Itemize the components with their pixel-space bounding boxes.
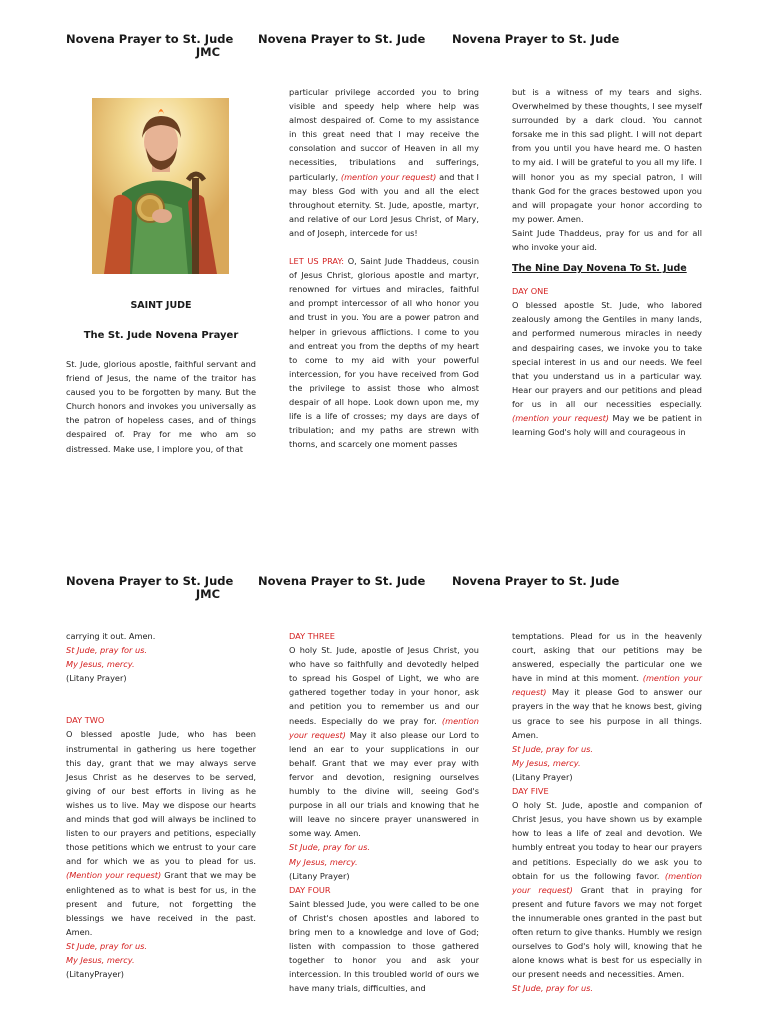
prayer-paragraph: St. Jude, glorious apostle, faithful servant and friend of Jesus, the name of the traitor has caused you to be forgotten by many. But the Church honors and invokes you universally as the patron of hopeless cases, and of things despaired of. Pray for me who am so distressed. Make use, I implore you, of that	[66, 359, 256, 454]
prayer-paragraph: carrying it out. Amen.	[66, 631, 156, 641]
page2-column-2	[289, 629, 479, 995]
mention-request-note: (mention your request)	[340, 171, 437, 182]
st-jude-pray-line: St Jude, pray for us.	[512, 983, 593, 994]
prayer-text: May it also please our Lord to lend an ear to your supplications in our behalf. Grant that we may ever pray with fervor and devotion, resigning ourselves humbly to the divine will, seeing God's purpose in all our trials and knowing that he will leave no sincere prayer unanswered in some way. Amen.	[289, 729, 480, 839]
st-jude-pray-line: St Jude, pray for us.	[66, 645, 147, 656]
header-left-title: Novena Prayer to St. Jude	[66, 574, 234, 588]
page1-column-3	[512, 85, 702, 439]
prayer-paragraph: but is a witness of my tears and sighs. Overwhelmed by these thoughts, I see myself surrounded by a dark cloud. You cannot forsake me in this sad plight. I will not depart from you until you have heard me. O hasten to my aid. I will be grateful to you all my life. I will honor you as my special patron, I will thank God for the graces bestowed upon you and will propagate your honor according to my power. Amen.	[512, 87, 702, 224]
mention-request-note: (mention your request)	[512, 673, 702, 698]
day-three-label: DAY THREE	[289, 631, 335, 641]
prayer-paragraph	[289, 85, 479, 240]
let-us-pray-label: LET US PRAY:	[289, 256, 345, 267]
prayer-paragraph	[512, 798, 702, 981]
mention-request-note: (mention your request)	[512, 412, 609, 423]
prayer-paragraph: Saint Jude Thaddeus, pray for us and for all who invoke your aid.	[512, 227, 702, 253]
prayer-text: O blessed apostle St. Jude, who labored zealously among the Gentiles in many lands, and performed numerous miracles in needy and despairing cases, we invoke you to take special interest in us and our needs. We feel that you understand us in a particular way. Hear our prayers and our petitions and plead for us in all our necessities especially.	[512, 300, 702, 409]
my-jesus-mercy-line: My Jesus, mercy.	[66, 659, 135, 670]
prayer-text: temptations. Plead for us in the heavenly court, asking that our petitions may be answered, especially the particular one we have in mind at this moment.	[512, 631, 702, 684]
prayer-paragraph	[512, 629, 702, 742]
header-left-subtitle: JMC	[195, 587, 221, 601]
prayer-text: O holy St. Jude, apostle and companion of Christ Jesus, you have shown us by example how to leas a life of zeal and devotion. We humbly entreat you today to hear our prayers and petitions. Especially do we ask you to obtain for us the following favor.	[512, 800, 702, 881]
prayer-paragraph: Saint blessed Jude, you were called to be one of Christ's chosen apostles and labored to bring men to a knowledge and love of God; listen with compassion to those gathered together to honor you and ask your intercession. In this troubled world of ours we have many trials, difficulties, and	[289, 898, 479, 994]
header-left-title: Novena Prayer to St. Jude	[66, 32, 234, 46]
prayer-title-heading: The St. Jude Novena Prayer	[83, 330, 239, 341]
page2-column-3	[512, 629, 702, 995]
st-jude-pray-line: St Jude, pray for us.	[289, 842, 370, 853]
header-left-page2	[66, 575, 232, 601]
st-jude-pray-line: St Jude, pray for us.	[66, 940, 147, 951]
st-jude-pray-line: St Jude, pray for us.	[512, 743, 593, 754]
prayer-text: O holy St. Jude, apostle of Jesus Christ, you who have so faithfully and devotedly helped to spread his Gospel of Light, we who are gathered together today in your honor, ask and petition you to remember us and our needs. Especially do we pray for.	[289, 645, 479, 726]
my-jesus-mercy-line: My Jesus, mercy.	[289, 856, 358, 867]
mention-request-note: (mention your request)	[289, 715, 479, 740]
prayer-text: Grant that we may be enlightened as to what is best for us, in the present and future, not forgetting the blessings we have received in the past. Amen.	[66, 870, 257, 937]
prayer-text: O, Saint Jude Thaddeus, cousin of Jesus Christ, glorious apostle and martyr, renowned for virtues and miracles, faithful and prompt intercessor of all who honor you and trust in you. You are a power patron and helper in grievous afflictions. I come to you and entreat you from the depths of my heart to come to my aid with your powerful intercession, for you have received from God the privilege to assist those who almost despair of all hope. Look down upon me, my life is a life of crosses; my days are days of tribulation; and my paths are strewn with thorns, and scarcely one moment passes	[289, 256, 480, 450]
mention-request-note: (Mention your request)	[66, 870, 162, 881]
novena-title-heading: The Nine Day Novena To St. Jude	[512, 263, 687, 275]
prayer-text: and that I may bless God with you and all the elect throughout eternity. St. Jude, apostle, martyr, and relative of our Lord Jesus Christ, of Mary, and of Joseph, intercede for us!	[289, 171, 479, 238]
prayer-paragraph	[289, 643, 479, 840]
day-one-label: DAY ONE	[512, 286, 549, 297]
header-right: Novena Prayer to St. Jude	[452, 32, 620, 46]
header-left-subtitle: JMC	[195, 45, 221, 59]
prayer-text: May we be patient in learning God's holy will and courageous in	[512, 412, 702, 438]
page2-column-1	[66, 629, 256, 981]
header-right-page2: Novena Prayer to St. Jude	[452, 574, 620, 588]
header-left	[66, 33, 232, 59]
header-middle: Novena Prayer to St. Jude	[258, 32, 426, 46]
litany-prayer-line: (LitanyPrayer)	[66, 969, 124, 980]
saint-jude-portrait-image	[92, 98, 229, 274]
day-four-label: DAY FOUR	[289, 884, 331, 895]
day-two-label: DAY TWO	[66, 715, 105, 726]
prayer-paragraph	[66, 727, 256, 938]
litany-prayer-line: (Litany Prayer)	[66, 673, 127, 684]
page1-column-2	[289, 85, 479, 451]
litany-prayer-line: (Litany Prayer)	[289, 870, 350, 881]
page1-column-1	[66, 357, 256, 456]
my-jesus-mercy-line: My Jesus, mercy.	[512, 757, 581, 768]
mention-request-note: (mention your request)	[512, 870, 702, 895]
saint-jude-portrait-icon	[92, 98, 229, 274]
prayer-text: May it please God to answer our prayers in the way that he knows best, giving us grace to see his purpose in all things. Amen.	[512, 687, 702, 740]
prayer-paragraph	[512, 298, 702, 439]
prayer-text: Grant that in praying for present and future favors we may not forget the innumerable ones granted in the past but often return to give thanks. Humbly we resign ourselves to God's holy will, knowing that he alone knows what is best for us especially in our present needs and necessities. Amen.	[512, 884, 702, 980]
saint-name-heading: SAINT JUDE	[130, 300, 192, 311]
prayer-paragraph	[289, 254, 479, 451]
prayer-text: O blessed apostle Jude, who has been instrumental in gathering us here together this day, grant that we may always serve Jesus Christ as he deserves to be served, giving of our best efforts in living as he wishes us to live. May we dispose our hearts and minds that god will always be inclined to listen to our prayers and petitions, especially those petitions which we entrust to your care and for which we as you to plead for us.	[66, 729, 256, 867]
prayer-text: particular privilege accorded you to bring visible and speedy help where help was almost despaired of. Come to my assistance in this great need that I may receive the consolation and succor of Heaven in all my necessities, tribulations and sufferings, particularly,	[289, 87, 479, 182]
my-jesus-mercy-line: My Jesus, mercy.	[66, 954, 135, 965]
header-middle-page2: Novena Prayer to St. Jude	[258, 574, 426, 588]
day-five-label: DAY FIVE	[512, 786, 549, 797]
litany-prayer-line: (Litany Prayer)	[512, 771, 573, 782]
